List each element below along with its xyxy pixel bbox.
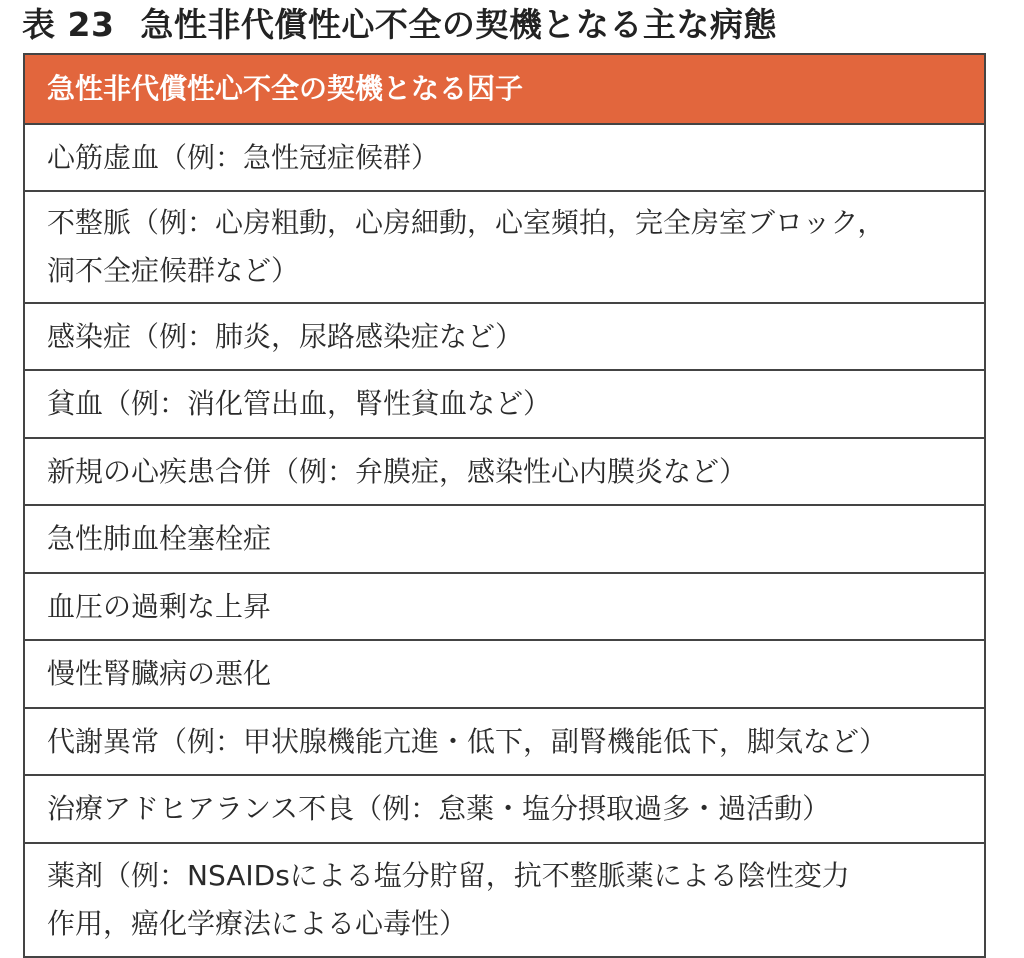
table-row — [25, 844, 984, 956]
table-row — [25, 439, 984, 506]
table-row — [25, 304, 984, 371]
row-text: 代謝異常（例：甲状腺機能亢進・低下，副腎機能低下，脚気など） — [47, 724, 888, 758]
row-text: 慢性腎臓病の悪化 — [47, 657, 272, 690]
row-text: 血圧の過剰な上昇 — [47, 589, 272, 623]
row-text: 作用，癌化学療法による心毒性） — [47, 907, 468, 940]
table-header: 急性非代償性心不全の契機となる因子 — [25, 55, 984, 125]
table-row — [25, 506, 984, 574]
factors-table — [23, 53, 986, 958]
row-text: 急性肺血栓塞栓症 — [47, 522, 272, 555]
row-text: 不整脈（例：心房粗動，心房細動，心室頻拍，完全房室ブロック， — [47, 206, 886, 239]
table-caption — [22, 0, 777, 50]
row-text: 貧血（例：消化管出血，腎性貧血など） — [47, 387, 552, 420]
row-text: 心筋虚血（例：急性冠症候群） — [47, 140, 440, 174]
table-row — [25, 709, 984, 776]
table-number: 表 23 — [22, 5, 115, 44]
table-row — [25, 125, 984, 192]
table-row — [25, 192, 984, 304]
table-row — [25, 574, 984, 641]
table-title: 急性非代償性心不全の契機となる主な病態 — [140, 5, 777, 44]
row-text: 感染症（例：肺炎，尿路感染症など） — [47, 319, 524, 353]
table-row — [25, 641, 984, 709]
row-text: 新規の心疾患合併（例：弁膜症，感染性心内膜炎など） — [47, 454, 748, 488]
table-row — [25, 371, 984, 439]
row-text: 薬剤（例：NSAIDsによる塩分貯留，抗不整脈薬による陰性変力 — [47, 859, 850, 892]
row-text: 洞不全症候群など） — [47, 254, 300, 287]
row-text: 治療アドヒアランス不良（例：怠薬・塩分摂取過多・過活動） — [47, 792, 831, 825]
table-row — [25, 776, 984, 844]
